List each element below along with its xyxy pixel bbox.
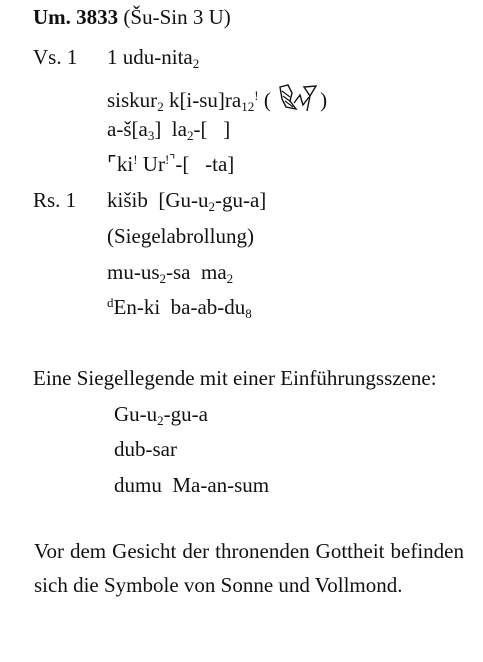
obverse-line-3: $a-š[a_3]$ $la_2-$[ ] — [107, 117, 231, 143]
reverse-label: Rs. 1 — [33, 188, 77, 212]
obverse-line-2: siskur$_2$ $k[i-su]ra_{12}^!$ ( ) — [107, 83, 327, 117]
tablet-id: Um. 3833 — [33, 5, 119, 29]
seal-line-2: dub-sar — [114, 437, 177, 461]
seal-line-1: $Gu-u_2-gu-a$ — [114, 402, 208, 428]
reverse-line-3: $mu-us_2-sa$ $ma_2$ — [107, 260, 234, 286]
obverse-line-4: ⌜ki! Ur!⌝-[ -ta] — [107, 152, 235, 176]
seal-description: Vor dem Gesicht der thronenden Gottheit befinden sich die Symbole von Sonne und Vollmond. — [34, 539, 464, 597]
obverse-line-1: 1 udu-nita$_2$ — [107, 45, 200, 71]
reverse-line-4: $^d$En-ki $ba-ab-du_8$ — [107, 295, 252, 321]
seal-intro: Eine Siegellegende mit einer Einführungsszene: — [33, 366, 437, 390]
tablet-date: (Šu-Sin 3 U) — [123, 5, 231, 29]
cuneiform-sign-drawing — [276, 83, 320, 117]
reverse-line-1: kišib $[Gu-u_2-gu-a]$ — [107, 188, 267, 214]
seal-line-3: dumu Ma-an-sum — [114, 473, 270, 497]
obverse-label: Vs. 1 — [33, 45, 78, 69]
tablet-header — [33, 7, 231, 28]
reverse-line-2: (Siegelabrollung) — [107, 224, 254, 248]
